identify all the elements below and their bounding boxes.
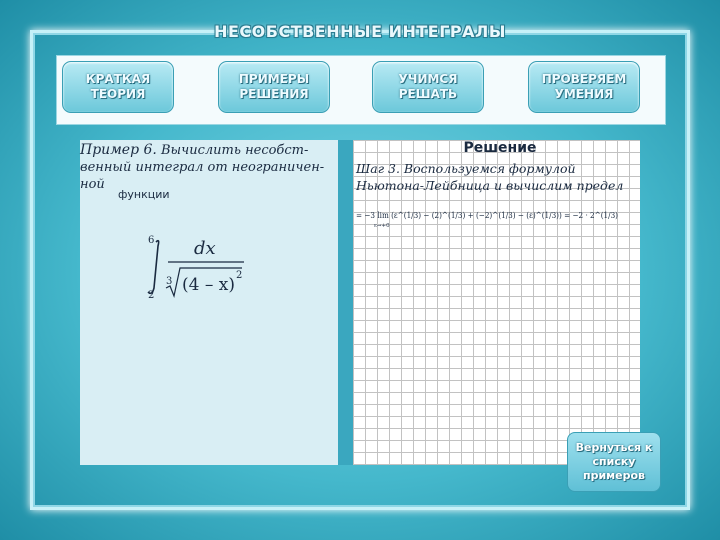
solution-step <box>356 160 656 194</box>
integral-lower-limit: 2 <box>148 290 155 301</box>
integral-numerator: dx <box>194 238 216 259</box>
radicand-power: 2 <box>236 270 243 281</box>
example-statement <box>80 142 350 193</box>
limit-subscript: ε→+0 <box>374 223 390 228</box>
nav-button-examples[interactable]: ПРИМЕРЫ РЕШЕНИЯ <box>218 61 330 113</box>
integral-sign <box>148 241 159 294</box>
example-text-line-2: венный интеграл от неограничен- <box>80 160 325 175</box>
integral-formula <box>142 232 272 302</box>
nav-button-learn[interactable]: УЧИМСЯ РЕШАТЬ <box>372 61 484 113</box>
root-index: 3 <box>166 276 173 287</box>
example-func-word: функции <box>118 188 170 201</box>
root-radicand: (4 – x) <box>182 275 235 295</box>
slide-title: НЕСОБСТВЕННЫЕ ИНТЕГРАЛЫ <box>214 22 506 41</box>
solution-formula <box>356 206 626 228</box>
example-text-line-3: ной <box>80 177 105 192</box>
example-label: Пример 6. <box>80 142 157 158</box>
solution-step-text-2: Ньютона-Лейбница и вычислим предел <box>356 178 624 193</box>
nav-button-check[interactable]: ПРОВЕРЯЕМ УМЕНИЯ <box>528 61 640 113</box>
example-text-line-1: Вычислить несобст- <box>161 143 309 158</box>
solution-heading: Решение <box>463 140 537 156</box>
integral-upper-limit: 6 <box>148 235 155 246</box>
solution-step-text-1: Воспользуемся формулой <box>403 161 576 176</box>
solution-formula-text: = −3 lim (ε^(1/3) − (2)^(1/3) + (−2)^(1/3) − (ε)^(1/3)) = −2 · 2^(1/3) <box>356 210 618 220</box>
nav-button-theory[interactable]: КРАТКАЯ ТЕОРИЯ <box>62 61 174 113</box>
solution-step-label: Шаг 3. <box>356 161 400 176</box>
back-to-examples-button[interactable]: Вернуться к списку примеров <box>567 432 661 492</box>
